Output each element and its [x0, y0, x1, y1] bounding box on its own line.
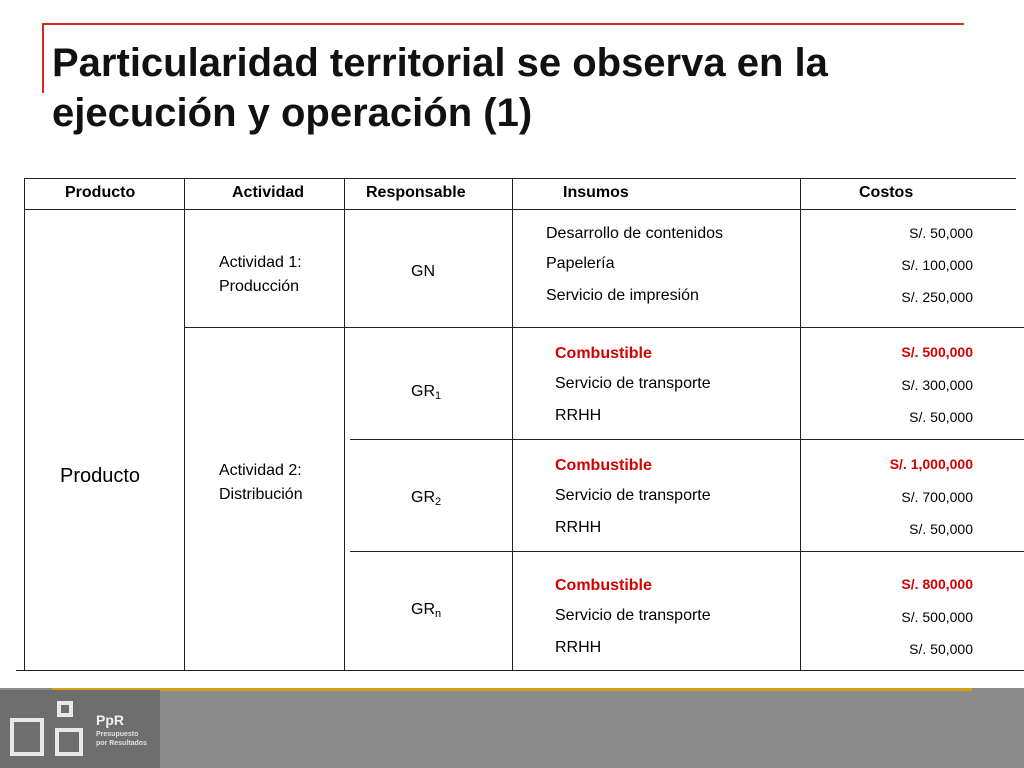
title-line-2: ejecución y operación (1)	[52, 91, 533, 135]
logo-square-medium	[55, 728, 83, 756]
actividad-1-line1: Actividad 1:	[219, 254, 302, 271]
insumo-item: Papelería	[546, 255, 615, 272]
row-divider-3	[350, 551, 1024, 552]
responsable-grn	[411, 598, 441, 626]
header-producto: Producto	[65, 184, 136, 201]
title-accent-left	[42, 23, 44, 93]
costo-value: S/. 250,000	[901, 289, 973, 305]
col-border-2	[344, 178, 345, 670]
row-divider-1	[184, 327, 1024, 328]
footer-gold-line	[52, 688, 972, 691]
responsable-label: GR	[411, 383, 435, 400]
costo-value: S/. 50,000	[909, 409, 973, 425]
table-top-border	[24, 178, 1016, 179]
row-divider-2	[350, 439, 1024, 440]
ppr-brand-subtitle	[96, 730, 166, 748]
actividad-2-line2: Distribución	[219, 486, 303, 503]
costo-value-highlight: S/. 500,000	[901, 344, 973, 360]
title-line-1: Particularidad territorial se observa en la	[52, 41, 828, 85]
responsable-gr2	[411, 486, 441, 514]
costo-value: S/. 300,000	[901, 377, 973, 393]
costo-value-highlight: S/. 800,000	[901, 576, 973, 592]
insumo-item-highlight: Combustible	[555, 577, 652, 594]
producto-cell: Producto	[60, 465, 141, 487]
title-accent-top	[42, 23, 964, 25]
ppr-logo	[0, 690, 160, 768]
header-costos: Costos	[859, 184, 914, 201]
responsable-label: GN	[411, 263, 435, 280]
col-border-1	[184, 178, 185, 670]
costo-value-highlight: S/. 1,000,000	[889, 456, 973, 472]
actividad-1-cell	[219, 251, 302, 299]
responsable-subscript: n	[435, 608, 442, 620]
col-border-0	[24, 178, 25, 670]
insumo-item-highlight: Combustible	[555, 345, 652, 362]
insumo-item: RRHH	[555, 407, 602, 424]
costo-value: S/. 50,000	[909, 641, 973, 657]
insumo-item: RRHH	[555, 639, 602, 656]
costo-value: S/. 50,000	[909, 225, 973, 241]
insumo-item: Desarrollo de contenidos	[546, 225, 723, 242]
actividad-2-line1: Actividad 2:	[219, 462, 302, 479]
costo-value: S/. 100,000	[901, 257, 973, 273]
insumo-item: Servicio de transporte	[555, 375, 711, 392]
insumo-item: Servicio de impresión	[546, 287, 699, 304]
col-border-3	[512, 178, 513, 670]
actividad-2-cell	[219, 459, 303, 507]
costo-value: S/. 500,000	[901, 609, 973, 625]
header-responsable: Responsable	[366, 184, 466, 201]
insumo-item: Servicio de transporte	[555, 487, 711, 504]
header-insumos: Insumos	[563, 184, 629, 201]
header-actividad: Actividad	[232, 184, 305, 201]
responsable-gr1	[411, 380, 441, 408]
ppr-subtitle-line2: por Resultados	[96, 740, 147, 747]
responsable-subscript: 1	[435, 390, 442, 402]
table-bottom-border	[16, 670, 1024, 671]
responsable-label: GR	[411, 489, 435, 506]
costo-value: S/. 700,000	[901, 489, 973, 505]
ppr-brand: PpR	[96, 712, 124, 728]
responsable-label: GR	[411, 601, 435, 618]
responsable-subscript: 2	[435, 496, 442, 508]
header-bottom-border	[24, 209, 1016, 210]
costo-value: S/. 50,000	[909, 521, 973, 537]
insumo-item: RRHH	[555, 519, 602, 536]
col-border-4	[800, 178, 801, 670]
responsable-gn	[411, 260, 435, 284]
logo-square-small	[57, 701, 73, 717]
insumo-item-highlight: Combustible	[555, 457, 652, 474]
logo-square-large	[10, 718, 44, 756]
actividad-1-line2: Producción	[219, 278, 300, 295]
slide-title	[52, 38, 982, 138]
insumo-item: Servicio de transporte	[555, 607, 711, 624]
ppr-subtitle-line1: Presupuesto	[96, 731, 139, 738]
